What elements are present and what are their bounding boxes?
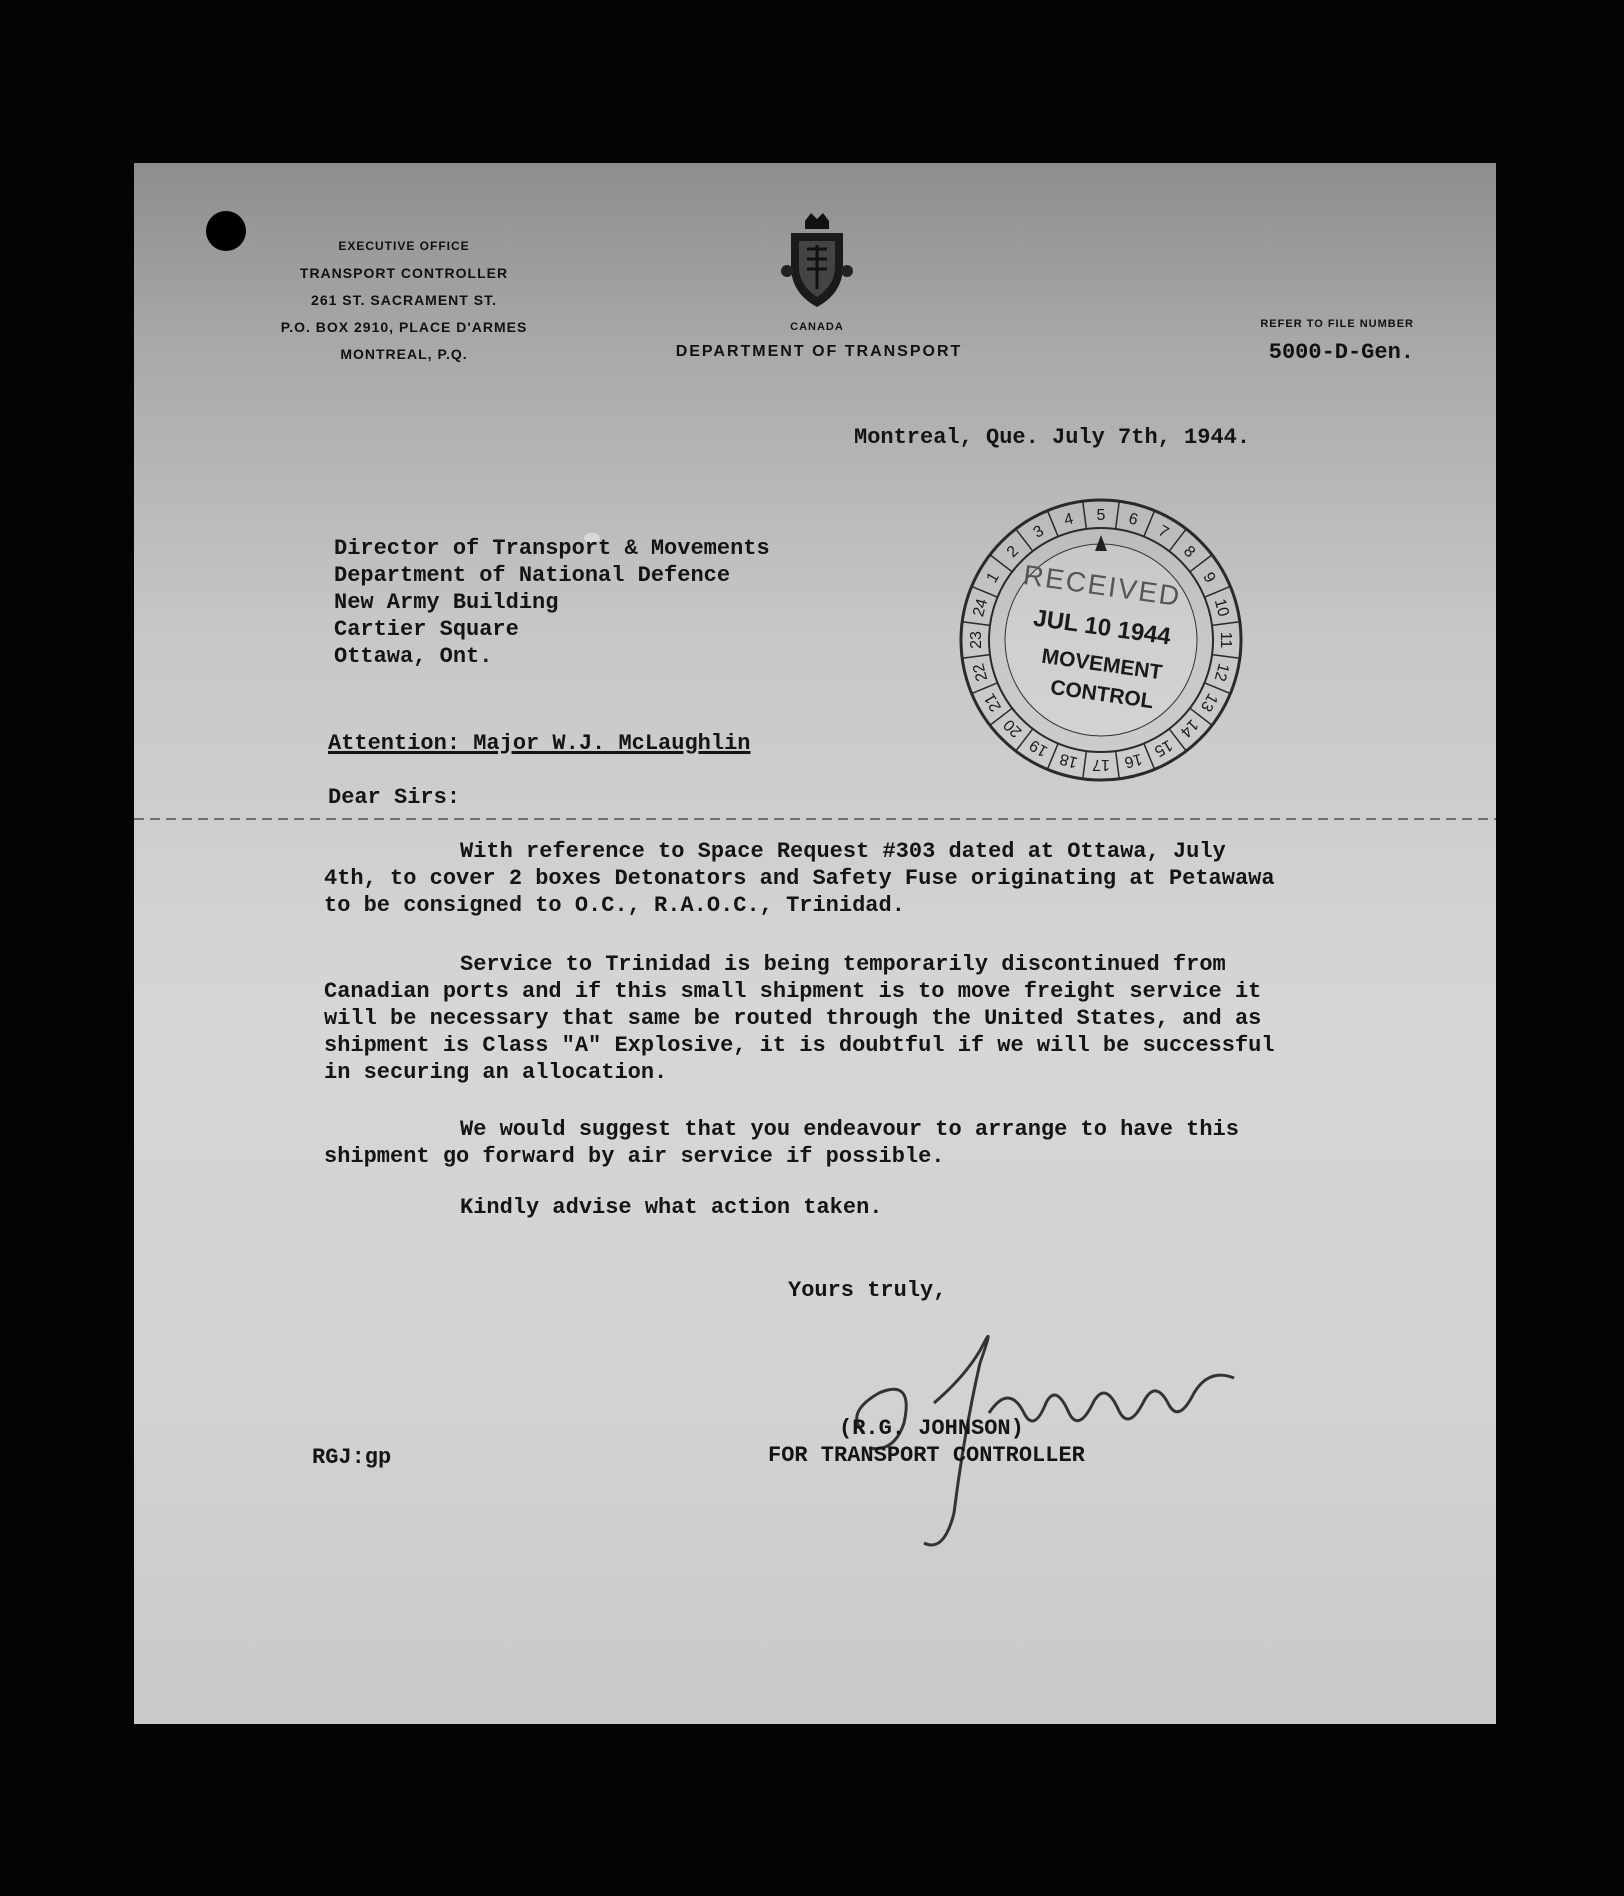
stamp-ring-number: 18 [1057,749,1080,771]
file-ref-label: REFER TO FILE NUMBER [1260,318,1414,330]
canada-crest-icon [777,211,857,311]
stamp-ring-number: 15 [1151,736,1176,760]
closing: Yours truly, [788,1278,947,1303]
stamp-ring-divider [1169,529,1186,551]
office-line: P.O. BOX 2910, PLACE D'ARMES [280,319,528,335]
stamp-ring-divider [1083,501,1087,529]
office-line: MONTREAL, P.Q. [340,346,468,362]
stamp-date: JUL 10 1944 [1031,604,1173,651]
stamp-arrow-icon [1095,535,1107,551]
letter-page [134,163,1496,1724]
stamp-ring-divider [1116,751,1120,779]
dateline: Montreal, Que. July 7th, 1944. [854,425,1251,450]
signatory-name: (R.G. JOHNSON) [839,1416,1024,1441]
signatory-title: FOR TRANSPORT CONTROLLER [768,1443,1085,1468]
stamp-ring-divider [1212,655,1240,659]
stamp-ring-divider [1083,751,1087,779]
stamp-ring-number: 1 [983,569,1003,586]
body-paragraph: With reference to Space Request #303 dated at Ottawa, July 4th, to cover 2 boxes Detonators and Safety Fuse originating at Petawawa to be consigned to O.C., R.A.O.C., Trinidad. [324,839,1275,918]
stamp-ring-number: 17 [1092,756,1110,773]
recipient-line: New Army Building [334,590,559,615]
stamp-ring-number: 16 [1122,749,1145,771]
recipient-line: Cartier Square [334,617,519,642]
stamp-ring-divider [990,555,1012,572]
stamp-ring-number: 23 [968,631,985,649]
stamp-ring-number: 20 [1000,715,1026,741]
recipient-line: Director of Transport & Movements [334,536,770,561]
stamp-ring-number: 2 [1003,542,1023,562]
body-paragraph: Service to Trinidad is being temporarily discontinued from Canadian ports and if this small shipment is to move freight service it will be necessary that same be routed through the United States, and as shipment is Class "A" Explosive, it is doubtful if we will be successful in securing an allocation. [324,952,1275,1085]
stamp-ring-divider [962,655,990,659]
office-line: TRANSPORT CONTROLLER [299,265,509,281]
stamp-ring-number: 21 [981,690,1005,715]
stamp-ring-number: 3 [1030,522,1047,542]
recipient-line: Department of National Defence [334,563,731,588]
stamp-ring-divider [1144,511,1155,537]
stamp-ring-number: 11 [1217,631,1234,649]
stamp-ring-divider [1016,529,1033,551]
stamp-ring-number: 10 [1210,596,1232,619]
action-request: Kindly advise what action taken. [460,1195,883,1220]
stamp-ring-number: 13 [1197,690,1221,715]
recipient-address [334,535,770,670]
typist-initials: RGJ:gp [312,1445,392,1470]
stamp-ring-divider [1116,501,1120,529]
stamp-ring-number: 14 [1176,715,1202,741]
stamp-ring-divider [1212,622,1240,626]
office-line: EXECUTIVE OFFICE [338,239,470,253]
office-line: 261 ST. SACRAMENT ST. [311,292,497,308]
salutation: Dear Sirs: [328,785,461,810]
stamp-ring-number: 4 [1062,510,1076,530]
stamp-ring-number: 8 [1179,542,1199,562]
country-label: CANADA [790,321,844,333]
letterhead-office-block [234,233,574,368]
stamp-ring-divider [962,622,990,626]
stamp-ring-divider [1204,586,1230,597]
department-title: DEPARTMENT OF TRANSPORT [675,343,963,360]
stamp-ring-number: 19 [1026,736,1051,760]
file-reference [1174,318,1414,365]
received-stamp [956,495,1246,785]
stamp-ring-number: 22 [970,661,992,684]
fold-line [134,818,1496,820]
stamp-ring-number: 5 [1096,507,1106,524]
stamp-ring-number: 7 [1155,522,1172,542]
recipient-line: Ottawa, Ont. [334,644,493,669]
stamp-received: RECEIVED [1021,559,1184,613]
stamp-control: CONTROL [1048,675,1155,714]
stamp-movement: MOVEMENT [1040,644,1164,685]
stamp-ring-number: 6 [1126,510,1140,530]
stamp-ring-number: 12 [1210,661,1232,684]
stamp-ring-number: 24 [970,596,992,619]
attention-line: Attention: Major W.J. McLaughlin [328,731,751,756]
body-paragraph: We would suggest that you endeavour to arrange to have this shipment go forward by air service if possible. [324,1117,1239,1169]
file-number: 5000-D-Gen. [1268,340,1414,365]
stamp-ring-number: 9 [1199,569,1219,586]
stamp-ring-divider [972,586,998,597]
stamp-ring-divider [1190,555,1212,572]
stamp-ring-divider [1047,511,1058,537]
